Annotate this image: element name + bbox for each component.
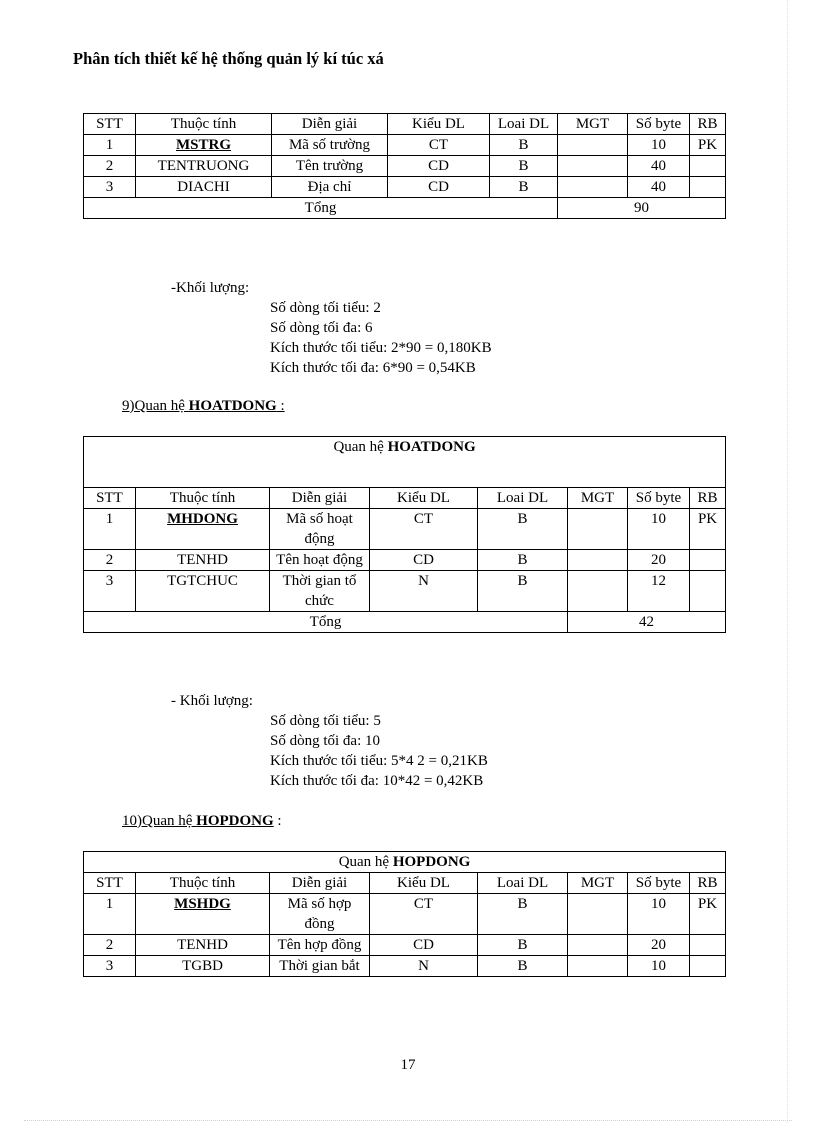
table-row [84,894,726,935]
cell-type: CD [370,935,478,956]
col-header-stt: STT [84,873,136,894]
cell-rb [690,156,726,177]
col-header-mgt: MGT [568,488,628,509]
page-title: Phân tích thiết kế hệ thống quản lý kí túc xá [73,49,384,68]
volume-line: Kích thước tối đa: 10*42 = 0,42KB [270,773,484,789]
cell-desc: Mã số hợp đồng [270,894,370,935]
caption-name: HOPDONG [392,854,471,870]
table-row [84,935,726,956]
cell-stt: 1 [84,894,136,935]
col-header-attr: Thuộc tính [136,873,270,894]
cell-stt: 1 [84,509,136,550]
cell-bytes: 10 [628,956,690,977]
volume-line: Số dòng tối đa: 6 [270,320,373,336]
cell-type: N [370,956,478,977]
cell-desc: Mã số trường [272,135,388,156]
cell-attr: TGBD [136,956,270,977]
volume-line: Số dòng tối tiểu: 5 [270,713,381,729]
volume-line: Kích thước tối tiểu: 2*90 = 0,180KB [270,340,492,356]
cell-stt: 2 [84,550,136,571]
cell-bytes: 10 [628,135,690,156]
table-row [84,571,726,612]
cell-rb [690,177,726,198]
cell-mgt [568,894,628,935]
cell-rb [690,571,726,612]
table-caption [84,852,726,873]
table-row [84,135,726,156]
cell-rb: PK [690,894,726,935]
cell-attr: TENHD [136,935,270,956]
cell-bytes: 12 [628,571,690,612]
section-suffix: : [276,398,285,414]
total-row [84,198,726,219]
col-header-loai: Loai DL [478,488,568,509]
cell-rb [690,550,726,571]
cell-attr: TGTCHUC [136,571,270,612]
cell-attr: TENHD [136,550,270,571]
cell-loai: B [478,894,568,935]
col-header-rb: RB [690,114,726,135]
cell-type: N [370,571,478,612]
cell-attr: DIACHI [136,177,272,198]
table-row [84,550,726,571]
cell-type: CT [370,894,478,935]
cell-mgt [558,156,628,177]
table-hoatdong [83,436,726,633]
page-number: 17 [400,1057,416,1073]
page-bottom-rule [24,1120,792,1121]
total-value: 90 [558,198,726,219]
cell-desc: Địa chỉ [272,177,388,198]
col-header-desc: Diễn giải [272,114,388,135]
total-label: Tổng [84,612,568,633]
col-header-rb: RB [690,873,726,894]
cell-rb [690,956,726,977]
cell-attr: TENTRUONG [136,156,272,177]
cell-attr: MSTRG [136,135,272,156]
cell-loai: B [478,571,568,612]
cell-stt: 3 [84,956,136,977]
col-header-type: Kiểu DL [370,873,478,894]
section-prefix: 10)Quan hệ [122,813,197,829]
section-heading-hoatdong [122,398,285,415]
page-margin-guide [787,0,788,1123]
cell-stt: 1 [84,135,136,156]
col-header-bytes: Số byte [628,873,690,894]
cell-type: CT [370,509,478,550]
cell-loai: B [478,956,568,977]
cell-stt: 2 [84,935,136,956]
cell-rb: PK [690,509,726,550]
cell-mgt [568,550,628,571]
section-suffix: : [273,813,282,829]
cell-mgt [568,935,628,956]
cell-desc: Tên hợp đồng [270,935,370,956]
table-row [84,509,726,550]
cell-bytes: 20 [628,935,690,956]
caption-name: HOATDONG [387,439,476,455]
caption-prefix: Quan hệ [338,854,393,870]
col-header-type: Kiểu DL [388,114,490,135]
volume-label: -Khối lượng: [171,280,250,296]
cell-attr: MSHDG [136,894,270,935]
cell-desc: Tên trường [272,156,388,177]
cell-bytes: 10 [628,894,690,935]
cell-loai: B [478,509,568,550]
cell-mgt [568,509,628,550]
cell-stt: 3 [84,571,136,612]
volume-label: - Khối lượng: [171,693,253,709]
cell-rb: PK [690,135,726,156]
cell-loai: B [490,177,558,198]
cell-type: CD [388,177,490,198]
col-header-desc: Diễn giải [270,488,370,509]
cell-mgt [558,135,628,156]
col-header-mgt: MGT [558,114,628,135]
col-header-loai: Loai DL [478,873,568,894]
cell-rb [690,935,726,956]
cell-mgt [568,956,628,977]
table-caption-row [84,852,726,873]
volume-line: Kích thước tối đa: 6*90 = 0,54KB [270,360,476,376]
col-header-mgt: MGT [568,873,628,894]
col-header-type: Kiểu DL [370,488,478,509]
col-header-desc: Diễn giải [270,873,370,894]
section-name: HOATDONG [188,398,277,414]
col-header-bytes: Số byte [628,488,690,509]
cell-bytes: 40 [628,177,690,198]
cell-loai: B [478,935,568,956]
cell-bytes: 40 [628,156,690,177]
col-header-stt: STT [84,488,136,509]
total-value: 42 [568,612,726,633]
cell-loai: B [490,135,558,156]
col-header-attr: Thuộc tính [136,114,272,135]
cell-desc: Mã số hoạt động [270,509,370,550]
cell-type: CT [388,135,490,156]
caption-prefix: Quan hệ [333,439,388,455]
volume-line: Số dòng tối đa: 10 [270,733,381,749]
cell-bytes: 10 [628,509,690,550]
cell-type: CD [388,156,490,177]
cell-stt: 3 [84,177,136,198]
table-row [84,177,726,198]
cell-type: CD [370,550,478,571]
table-truong [83,113,726,219]
total-row [84,612,726,633]
section-name: HOPDONG [196,813,274,829]
table-row [84,956,726,977]
cell-mgt [558,177,628,198]
table-caption-row [84,437,726,488]
col-header-attr: Thuộc tính [136,488,270,509]
cell-loai: B [478,550,568,571]
total-label: Tổng [84,198,558,219]
col-header-loai: Loai DL [490,114,558,135]
cell-desc: Tên hoạt động [270,550,370,571]
cell-desc: Thời gian bắt [270,956,370,977]
section-heading-hopdong [122,813,282,830]
cell-bytes: 20 [628,550,690,571]
cell-mgt [568,571,628,612]
table-header-row [84,488,726,509]
volume-line: Kích thước tối tiểu: 5*4 2 = 0,21KB [270,753,488,769]
cell-stt: 2 [84,156,136,177]
section-prefix: 9)Quan hệ [122,398,189,414]
table-header-row [84,873,726,894]
table-hopdong [83,851,726,977]
cell-desc: Thời gian tổ chức [270,571,370,612]
cell-loai: B [490,156,558,177]
volume-line: Số dòng tối tiểu: 2 [270,300,381,316]
table-caption [84,437,726,488]
col-header-rb: RB [690,488,726,509]
table-row [84,156,726,177]
col-header-stt: STT [84,114,136,135]
table-header-row [84,114,726,135]
cell-attr: MHDONG [136,509,270,550]
col-header-bytes: Số byte [628,114,690,135]
